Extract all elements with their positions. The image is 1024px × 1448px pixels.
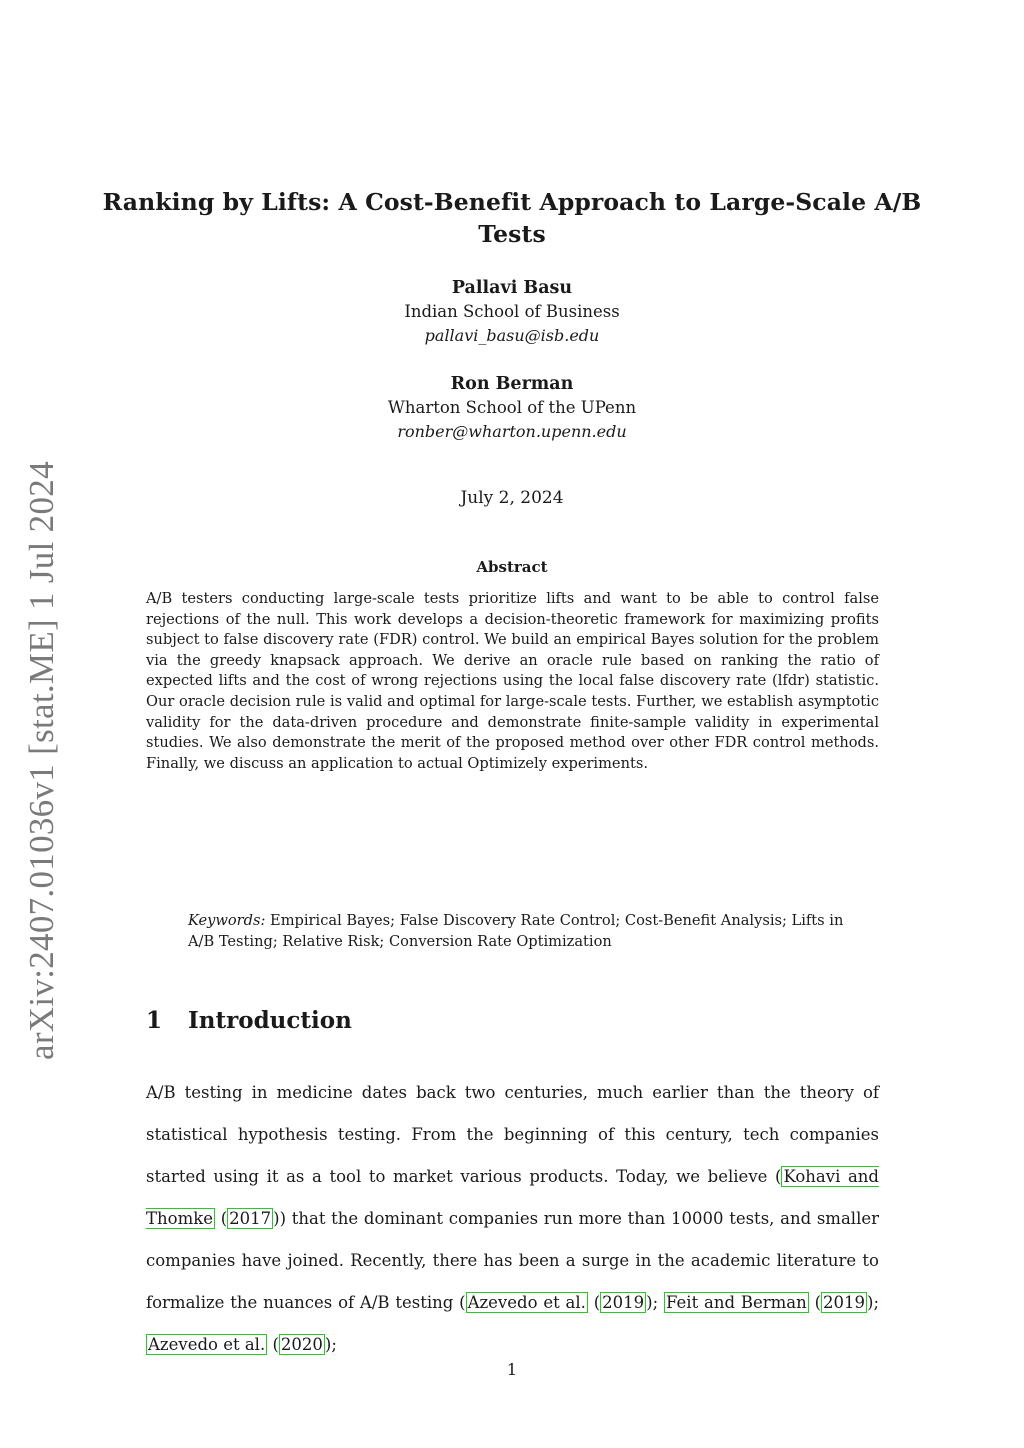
section-heading	[146, 1007, 352, 1034]
intro-text: (	[214, 1209, 228, 1228]
citation-link[interactable]: Kohavi and Thomke	[146, 1167, 879, 1228]
author-block-2	[0, 372, 1024, 444]
page-number: 1	[506, 1360, 518, 1379]
citation-year-link[interactable]: 2019	[602, 1293, 645, 1312]
author-affiliation: Wharton School of the UPenn	[387, 398, 637, 417]
citation-link[interactable]: Feit and Berman	[665, 1293, 807, 1312]
paper-title	[0, 186, 1024, 250]
citation-year-link[interactable]: 2017	[229, 1209, 272, 1228]
author-email[interactable]: ronber@wharton.upenn.edu	[397, 422, 627, 441]
citation-link[interactable]: Azevedo et al.	[467, 1293, 586, 1312]
intro-text: )) that the dominant companies run more than 10000 tests, and smaller companies have joined. Recently, there has been a surge in the academic literature to formalize the nuances of A/B testing (	[146, 1209, 879, 1312]
section-number: 1	[146, 1007, 163, 1034]
citation-year-link[interactable]: 2019	[823, 1293, 866, 1312]
title-line-2: Tests	[478, 220, 546, 248]
keywords-text: Empirical Bayes; False Discovery Rate Control; Cost-Benefit Analysis; Lifts in A/B Testing; Relative Risk; Conversion Rate Optimization	[188, 912, 844, 950]
intro-paragraph	[146, 1072, 879, 1366]
citation-link[interactable]: Azevedo et al.	[148, 1335, 266, 1354]
intro-text: );	[646, 1293, 664, 1312]
intro-text: (	[587, 1293, 601, 1312]
citation-year-link[interactable]: 2020	[280, 1335, 323, 1354]
author-email[interactable]: pallavi_basu@isb.edu	[424, 326, 600, 345]
abstract-text: A/B testers conducting large-scale tests prioritize lifts and want to be able to control false rejections of the null. This work develops a decision-theoretic framework for maximizing profits subject to false discovery rate (FDR) control. We build an empirical Bayes solution for the problem via the greedy knapsack approach. We derive an oracle rule based on ranking the ratio of expected lifts and the cost of wrong rejections using the local false discovery rate (lfdr) statistic. Our oracle decision rule is valid and optimal for large-scale tests. Further, we establish asymptotic validity for the data-driven procedure and demonstrate finite-sample validity in experimental studies. We also demonstrate the merit of the proposed method over other FDR control methods. Finally, we discuss an application to actual Optimizely experiments.	[146, 590, 879, 772]
author-name: Pallavi Basu	[451, 278, 573, 298]
keywords-label: Keywords:	[188, 912, 266, 929]
keywords	[188, 910, 848, 952]
arxiv-side-stamp: arXiv:2407.01036v1 [stat.ME] 1 Jul 2024	[22, 461, 61, 1060]
intro-text: (	[808, 1293, 822, 1312]
author-name: Ron Berman	[450, 374, 574, 394]
title-line-1: Ranking by Lifts: A Cost-Benefit Approach to Large-Scale A/B	[102, 188, 922, 216]
author-block-1	[0, 276, 1024, 348]
intro-text: (	[267, 1335, 279, 1354]
intro-text: A/B testing in medicine dates back two centuries, much earlier than the theory of statistical hypothesis testing. From the beginning of this century, tech companies started using it as a tool to market various products. Today, we believe (	[146, 1083, 879, 1186]
abstract-heading: Abstract	[476, 558, 548, 576]
intro-text: );	[324, 1335, 337, 1354]
section-title: Introduction	[188, 1007, 352, 1034]
intro-text: );	[867, 1293, 880, 1312]
author-affiliation: Indian School of Business	[404, 302, 620, 321]
publication-date: July 2, 2024	[460, 488, 564, 508]
